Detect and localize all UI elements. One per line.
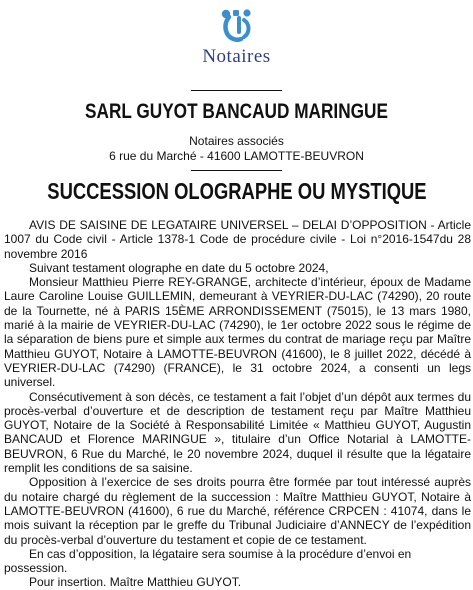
paragraph-deposit: Consécutivement à son décès, ce testament a fait l’objet d’un dépôt aux termes du procès-verbal d’ouverture et de description de testament reçu par Maître Matthieu GUYOT, Notaire de la Société à Responsabilité Limitée « Matthieu GUYOT, Augustin BANCAUD et Florence MARINGUE », titulaire d’un Office Notarial à LAMOTTE-BEUVRON, 6 Rue du Marché, le 20 novembre 2024, duquel il résulte que la légataire remplit les conditions de sa saisine. bbox=[4, 389, 471, 476]
paragraph-opposition: Opposition à l’exercice de ses droits pourra être formée par tout intéressé auprès du notaire chargé du règlement de la succession : Maître Matthieu GUYOT, Notaire à LAMOTTE-BEUVRON (41600), 6 rue du Marché, référence CRPCEN : 41074, dans le mois suivant la réception par le greffe du Tribunal Judiciaire d’ANNECY de l’expédition du procès-verbal d’ouverture du testament et copie de ce testament. bbox=[4, 475, 471, 547]
notaires-emblem-icon bbox=[217, 6, 257, 46]
paragraph-notice-title: AVIS DE SAISINE DE LEGATAIRE UNIVERSEL – DELAI D’OPPOSITION - Article 1007 du Code civil - Article 1378-1 Code de procédure civile - Loi n°2016-1547du 28 novembre 2016 bbox=[4, 218, 471, 261]
firm-subtitle: Notaires associés bbox=[189, 134, 284, 148]
firm-address: 6 rue du Marché - 41600 LAMOTTE-BEUVRON bbox=[109, 149, 364, 163]
notice-body bbox=[4, 218, 471, 590]
paragraph-testament-date: Suivant testament olographe en date du 5 octobre 2024, bbox=[29, 260, 329, 275]
notaires-wordmark: Notaires bbox=[202, 46, 271, 67]
paragraph-signature: Pour insertion. Maître Matthieu GUYOT. bbox=[29, 575, 242, 590]
divider-middle bbox=[191, 170, 282, 171]
divider-top bbox=[191, 90, 282, 91]
paragraph-testator: Monsieur Matthieu Pierre REY-GRANGE, architecte d’intérieur, époux de Madame Laure Caroline Louise GUILLEMIN, demeurant à VEYRIER-DU-LAC (74290), 20 route de la Tournette, né à PARIS 15ÈME ARRONDISSEMENT (75015), le 13 mars 1980, marié à la mairie de VEYRIER-DU-LAC (74290), le 1er octobre 2022 sous le régime de la séparation de biens pure et simple aux termes du contrat de mariage reçu par Maître Matthieu GUYOT, Notaire à LAMOTTE-BEUVRON (41600), le 8 juillet 2022, décédé à VEYRIER-DU-LAC (74290) (FRANCE), le 31 octobre 2024, a consenti un legs universel. bbox=[4, 275, 471, 390]
paragraph-procedure: En cas d’opposition, la légataire sera soumise à la procédure d’envoi en possession. bbox=[4, 546, 412, 576]
firm-name: SARL GUYOT BANCAUD MARINGUE bbox=[85, 100, 388, 123]
notice-heading: SUCCESSION OLOGRAPHE OU MYSTIQUE bbox=[47, 178, 427, 204]
